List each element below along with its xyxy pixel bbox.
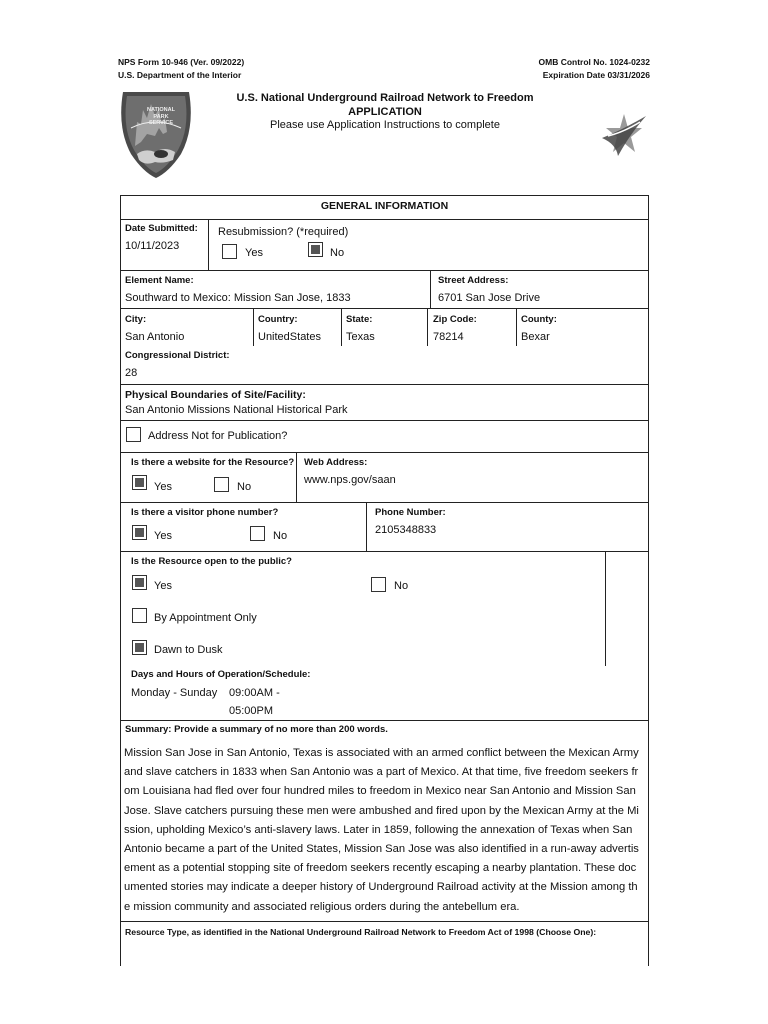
open-yes-checkbox[interactable] [132, 575, 147, 590]
congressional-district-value: 28 [125, 367, 138, 379]
logo-text-national: NATIONAL [146, 107, 175, 113]
phone-number-label: Phone Number: [375, 507, 446, 518]
dawn-to-dusk-label: Dawn to Dusk [154, 644, 223, 656]
resubmission-yes-label: Yes [245, 247, 263, 259]
resubmission-no-label: No [330, 247, 345, 259]
by-appointment-checkbox[interactable] [132, 608, 147, 623]
summary-text: Mission San Jose in San Antonio, Texas is associated with an armed conflict between the Mexican Army and slave catchers in 1833 when San Antonio was a part of Mexico. At that time, five freedom seekers from Louisiana had fled over four hundred miles to freedom in Mexico near San Antonio and Mission San Jose. Slave catchers pursuing these men were ambushed and fired upon by the Mexican Army at the Mission, upholding Mexico’s anti-slavery laws. Later in 1859, following the annexation of Texas when San Antonio became a part of the United States, Mission San Jose was also identified in a run-away advertisement as a potential stopping site of freedom seekers recently escaping a nearby plantation. These documented stories may indicate a deeper history of Underground Railroad activity at the Mission among the mission community and associated religious orders during the antebellum era. [124, 747, 639, 913]
resource-type-label: Resource Type, as identified in the National Underground Railroad Network to Freedom Act of 1998 (Choose One): [125, 927, 597, 937]
phone-number-value: 2105348833 [375, 524, 437, 536]
zip-code-label: Zip Code: [433, 314, 477, 325]
web-address-label: Web Address: [304, 457, 368, 468]
congressional-district-label: Congressional District: [125, 350, 230, 361]
city-label: City: [125, 314, 147, 325]
nps-arrowhead-logo [115, 88, 197, 180]
country-value: UnitedStates [258, 331, 321, 343]
county-value: Bexar [521, 331, 550, 343]
resubmission-question [218, 226, 348, 238]
state-value: Texas [346, 331, 375, 343]
website-yes-label: Yes [154, 481, 172, 493]
resubmission-no-checkbox[interactable] [308, 242, 323, 257]
form-title: U.S. National Underground Railroad Network to Freedom [236, 92, 534, 104]
form-subtitle: APPLICATION [348, 105, 422, 118]
address-not-publication-checkbox[interactable] [126, 427, 141, 442]
section-title: GENERAL INFORMATION [320, 200, 449, 212]
resubmission-required: (*required) [296, 226, 349, 238]
open-no-checkbox[interactable] [371, 577, 386, 592]
boundaries-value: San Antonio Missions National Historical Park [125, 404, 348, 416]
resubmission-yes-checkbox[interactable] [222, 244, 237, 259]
boundaries-label: Physical Boundaries of Site/Facility: [125, 389, 306, 401]
open-public-question: Is the Resource open to the public? [131, 556, 292, 567]
county-label: County: [521, 314, 557, 325]
hours-time-start: 09:00AM - [229, 687, 280, 699]
website-question: Is there a website for the Resource? [131, 457, 295, 468]
phone-no-label: No [273, 530, 288, 542]
hours-days: Monday - Sunday [131, 687, 218, 699]
expiration-date: Expiration Date 03/31/2026 [542, 70, 650, 80]
country-label: Country: [258, 314, 298, 325]
form-instruction: Please use Application Instructions to complete [270, 119, 500, 131]
website-no-label: No [237, 481, 252, 493]
title-block [200, 92, 570, 133]
element-name-value: Southward to Mexico: Mission San Jose, 1833 [125, 292, 351, 304]
zip-code-value: 78214 [433, 331, 464, 343]
address-not-publication-label: Address Not for Publication? [148, 430, 288, 442]
hours-label: Days and Hours of Operation/Schedule: [131, 669, 311, 680]
hours-time-end: 05:00PM [229, 705, 274, 717]
resubmission-label: Resubmission? [218, 226, 294, 238]
summary-label: Summary: Provide a summary of no more than 200 words. [125, 724, 388, 735]
form-id: NPS Form 10-946 (Ver. 09/2022) [118, 57, 245, 67]
open-no-label: No [394, 580, 409, 592]
phone-yes-label: Yes [154, 530, 172, 542]
element-name-label: Element Name: [125, 275, 194, 286]
website-no-checkbox[interactable] [214, 477, 229, 492]
logo-text-park: PARK [153, 113, 169, 120]
city-value: San Antonio [125, 331, 185, 343]
network-to-freedom-logo [596, 108, 652, 160]
date-submitted-label: Date Submitted: [125, 223, 198, 234]
omb-control: OMB Control No. 1024-0232 [538, 57, 650, 67]
department: U.S. Department of the Interior [118, 70, 242, 80]
website-yes-checkbox[interactable] [132, 475, 147, 490]
phone-yes-checkbox[interactable] [132, 525, 147, 540]
open-yes-label: Yes [154, 580, 172, 592]
phone-no-checkbox[interactable] [250, 526, 265, 541]
by-appointment-label: By Appointment Only [154, 612, 257, 624]
state-label: State: [346, 314, 373, 325]
street-address-value: 6701 San Jose Drive [438, 292, 541, 304]
web-address-value: www.nps.gov/saan [304, 474, 396, 486]
street-address-label: Street Address: [438, 275, 509, 286]
date-submitted-value: 10/11/2023 [125, 240, 180, 252]
phone-question: Is there a visitor phone number? [131, 507, 279, 518]
logo-text-service: SERVICE [148, 120, 174, 126]
dawn-to-dusk-checkbox[interactable] [132, 640, 147, 655]
